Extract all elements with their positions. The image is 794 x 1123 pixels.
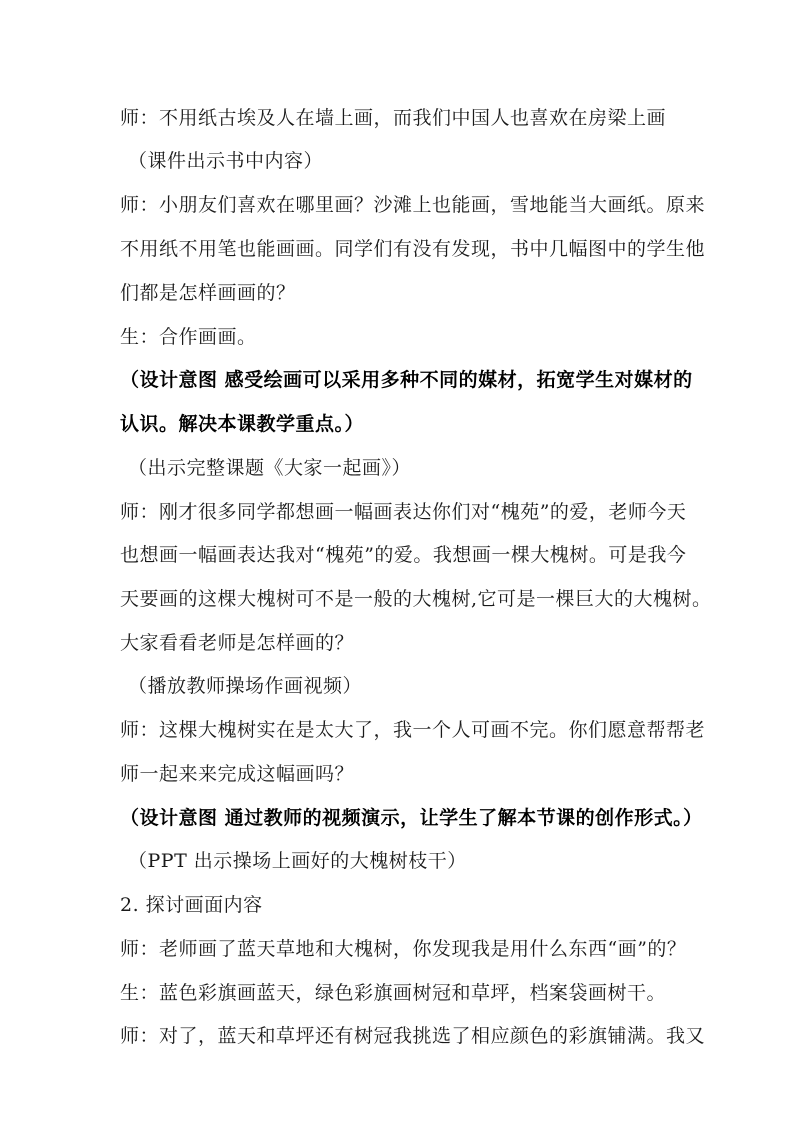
text-line-teacher-help: 师：这棵大槐树实在是太大了，我一个人可画不完。你们愿意帮帮老 [120,719,706,741]
text-line-play-video: （播放教师操场作画视频） [128,675,363,697]
text-line-teacher-huaiyuan-end: 大家看看老师是怎样画的？ [120,632,355,654]
text-line-design-intent-1: （设计意图 感受绘画可以采用多种不同的媒材，拓宽学生对媒材的 [120,369,693,391]
section-heading-discuss: 2. 探讨画面内容 [120,894,263,916]
text-line-teacher-what: 师：老师画了蓝天草地和大槐树，你发现我是用什么东西“画”的？ [120,938,687,960]
text-line-teacher-help-cont: 师一起来来完成这幅画吗？ [120,763,355,785]
text-line-teacher-right: 师：对了，蓝天和草坪还有树冠我挑选了相应颜色的彩旗铺满。我又 [120,1025,706,1047]
text-line-design-intent-1-cont: 认识。解决本课教学重点。） [120,413,365,435]
text-line-teacher-huaiyuan-cont: 也想画一幅画表达我对“槐苑”的爱。我想画一棵大槐树。可是我今 [120,544,687,566]
text-line-student-flags: 生：蓝色彩旗画蓝天，绿色彩旗画树冠和草坪，档案袋画树干。 [120,982,667,1004]
text-line-show-title: （出示完整课题《大家一起画》） [128,457,412,479]
text-line-design-intent-2: （设计意图 通过教师的视频演示，让学生了解本节课的创作形式。） [120,807,703,829]
text-line-teacher-egypt: 师：不用纸古埃及人在墙上画，而我们中国人也喜欢在房梁上画 [120,107,667,129]
text-line-teacher-where: 师：小朋友们喜欢在哪里画？沙滩上也能画，雪地能当大画纸。原来 [120,194,706,216]
text-line-teacher-huaiyuan: 师：刚才很多同学都想画一幅画表达你们对“槐苑”的爱，老师今天 [120,501,687,523]
text-line-teacher-where-end: 们都是怎样画画的？ [120,282,296,304]
text-line-courseware-note: （课件出示书中内容） [128,150,324,172]
text-line-teacher-huaiyuan-cont2: 天要画的这棵大槐树可不是一般的大槐树,它可是一棵巨大的大槐树。 [120,588,712,610]
text-line-ppt-note: （PPT 出示操场上画好的大槐树枝干） [128,850,467,872]
text-line-student-answer: 生：合作画画。 [120,326,257,348]
text-line-teacher-where-cont: 不用纸不用笔也能画画。同学们有没有发现，书中几幅图中的学生他 [120,238,706,260]
